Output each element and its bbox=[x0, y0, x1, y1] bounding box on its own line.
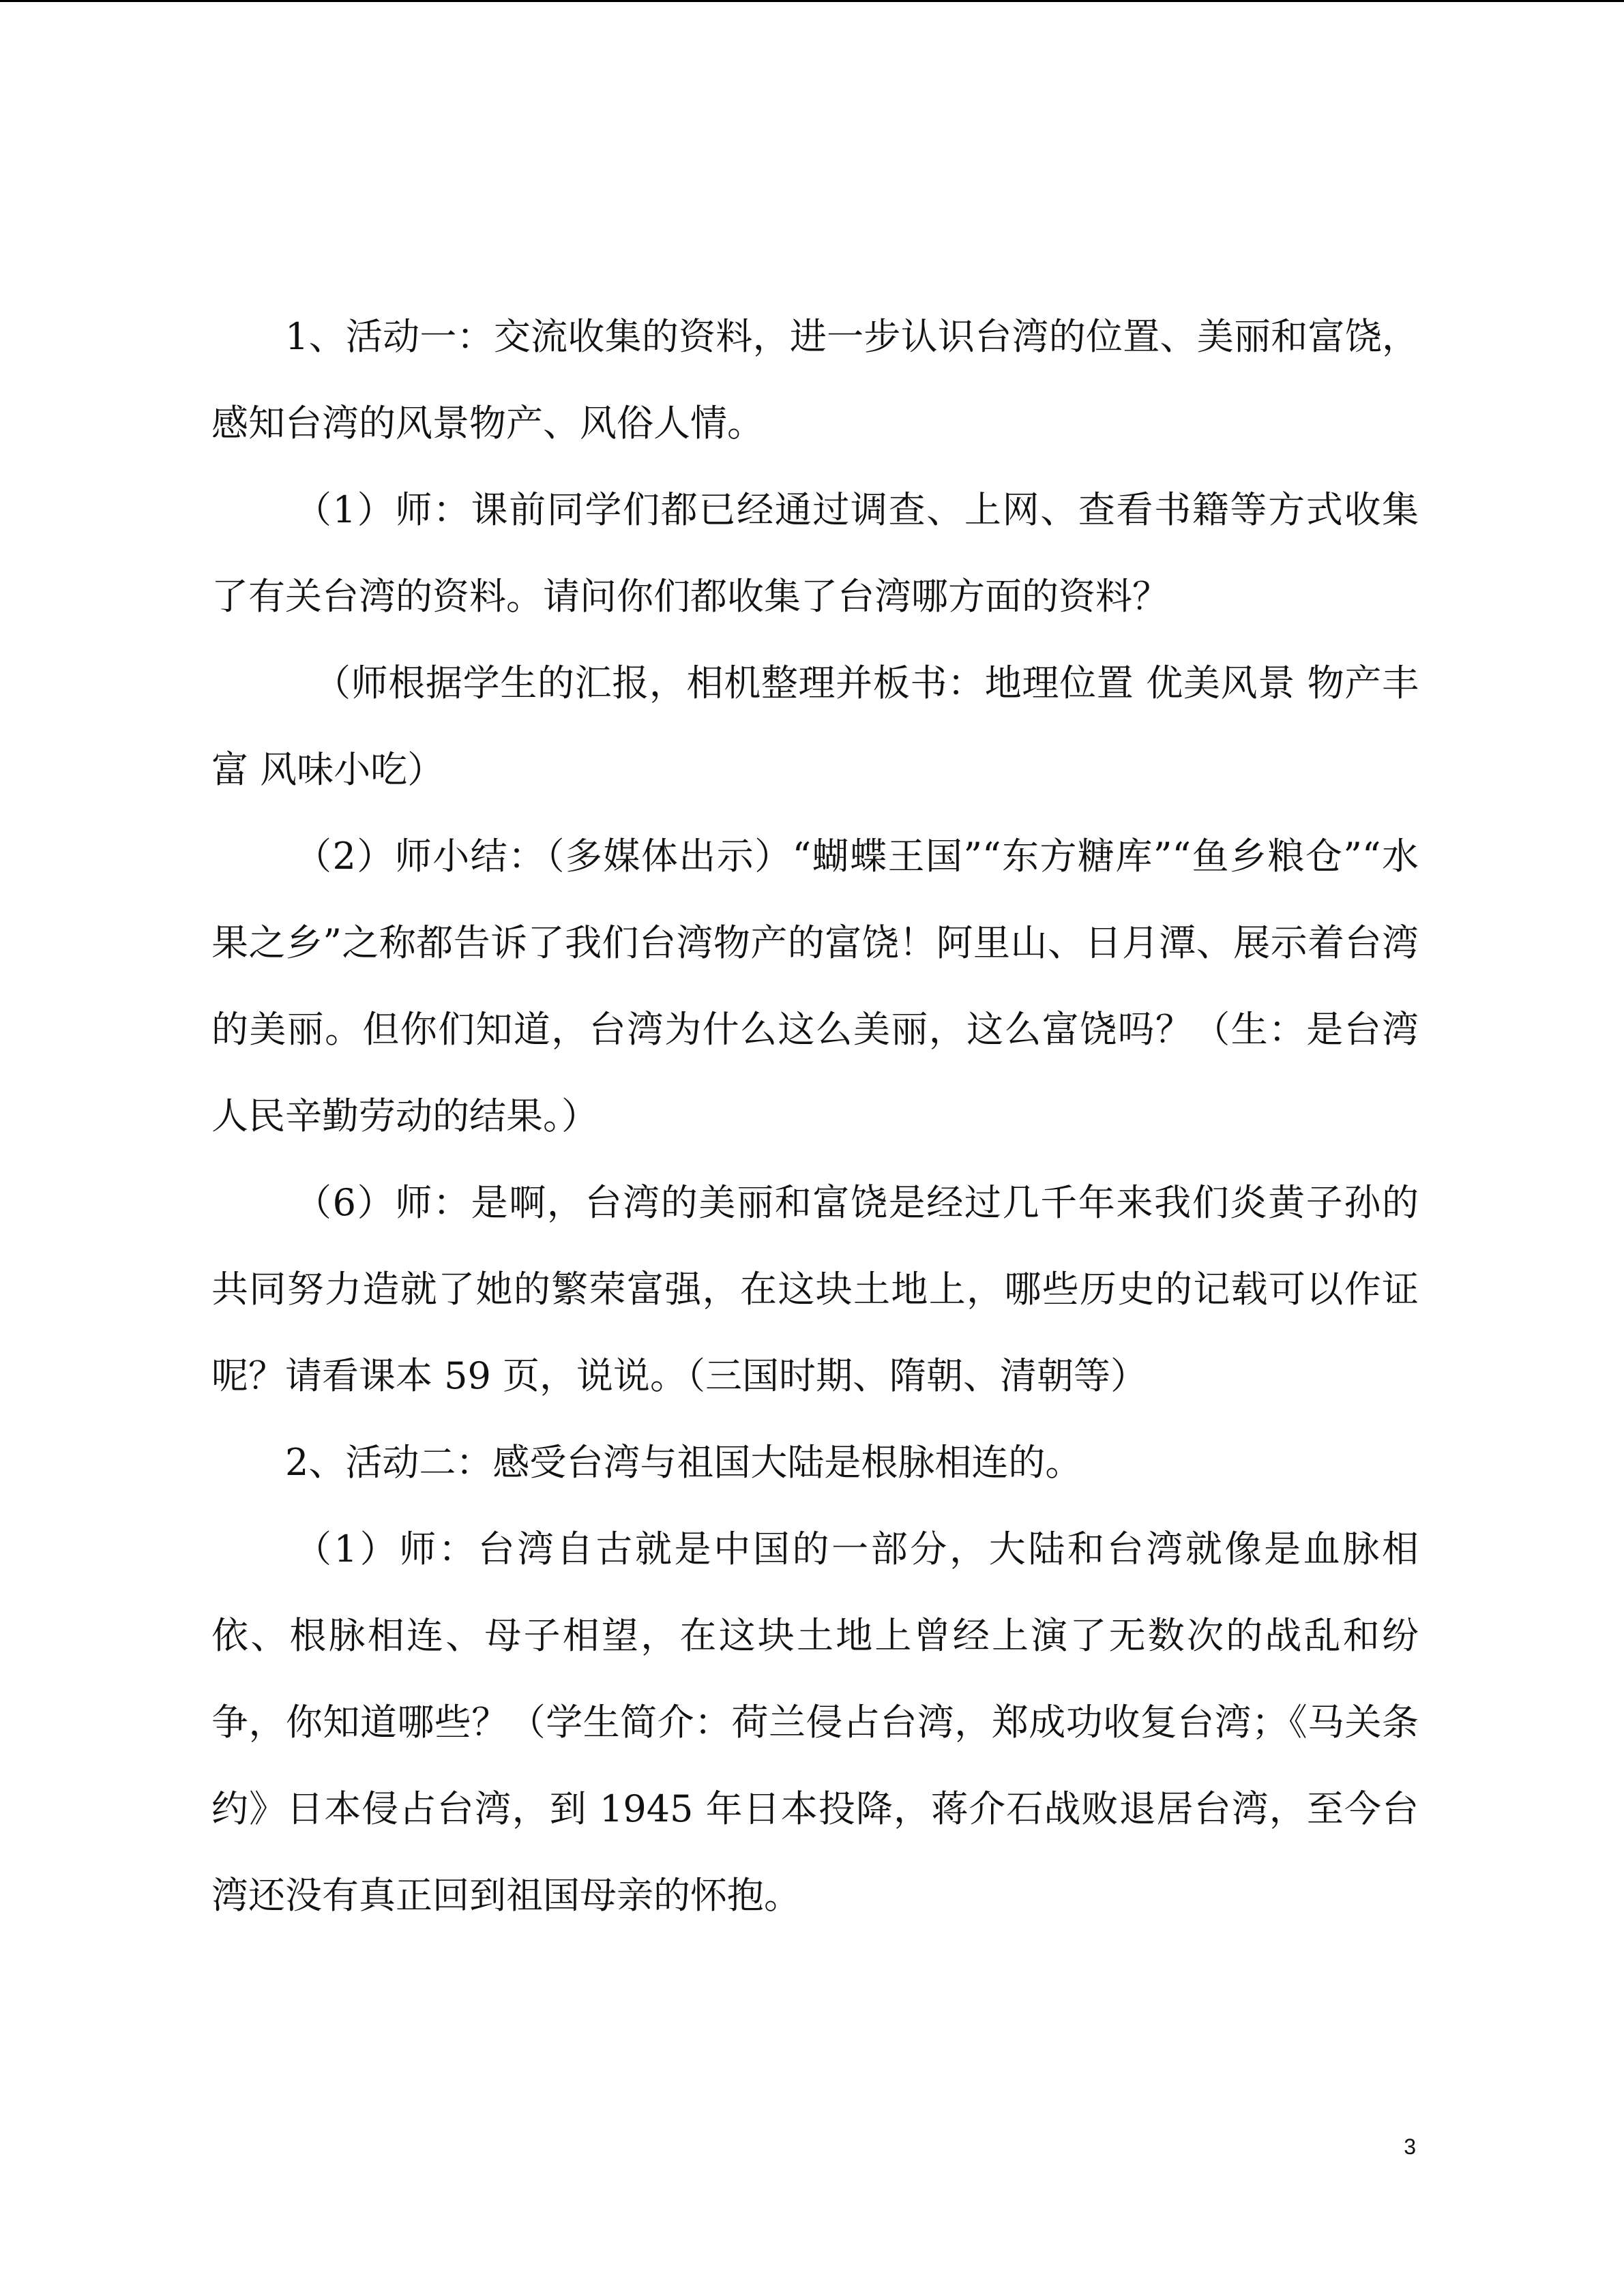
paragraph-board-notes: （师根据学生的汇报，相机整理并板书：地理位置 优美风景 物产丰富 风味小吃） bbox=[211, 661, 1419, 791]
paragraph-teacher-summary: （2）师小结：（多媒体出示）“蝴蝶王国”“东方糖库”“鱼乡粮仓”“水果之乡”之称都告诉了我们台湾物产的富饶！阿里山、日月潭、展示着台湾的美丽。但你们知道，台湾为什么这么美丽，这么富饶吗？（生：是台湾人民辛勤劳动的结果。） bbox=[211, 835, 1419, 1137]
paragraph-activity-two: 2、活动二：感受台湾与祖国大陆是根脉相连的。 bbox=[285, 1441, 1082, 1484]
paragraph-history-conflicts: （1）师：台湾自古就是中国的一部分，大陆和台湾就像是血脉相依、根脉相连、母子相望，在这块土地上曾经上演了无数次的战乱和纷争，你知道哪些？（学生简介：荷兰侵占台湾，郑成功收复台湾；《马关条约》日本侵占台湾，到 1945 年日本投降，蒋介石战败退居台湾，至今台 湾还没有真正回到祖国母亲的怀抱。 bbox=[211, 1527, 1419, 1917]
paragraph-history-records: （6）师：是啊，台湾的美丽和富饶是经过几千年来我们炎黄子孙的共同努力造就了她的繁荣富强，在这块土地上，哪些历史的记载可以作证呢？请看课本 59 页，说说。（三国时期、隋朝、清朝等） bbox=[211, 1181, 1419, 1397]
top-border-line bbox=[0, 0, 1624, 2]
paragraph-teacher-question: （1）师：课前同学们都已经通过调查、上网、查看书籍等方式收集了有关台湾的资料。请问你们都收集了台湾哪方面的资料？ bbox=[211, 488, 1419, 618]
document-body bbox=[211, 293, 1419, 1939]
paragraph-activity-one: 1、活动一：交流收集的资料，进一步认识台湾的位置、美丽和富饶，感知台湾的风景物产、风俗人情。 bbox=[211, 315, 1419, 445]
page-number: 3 bbox=[1404, 2134, 1416, 2159]
